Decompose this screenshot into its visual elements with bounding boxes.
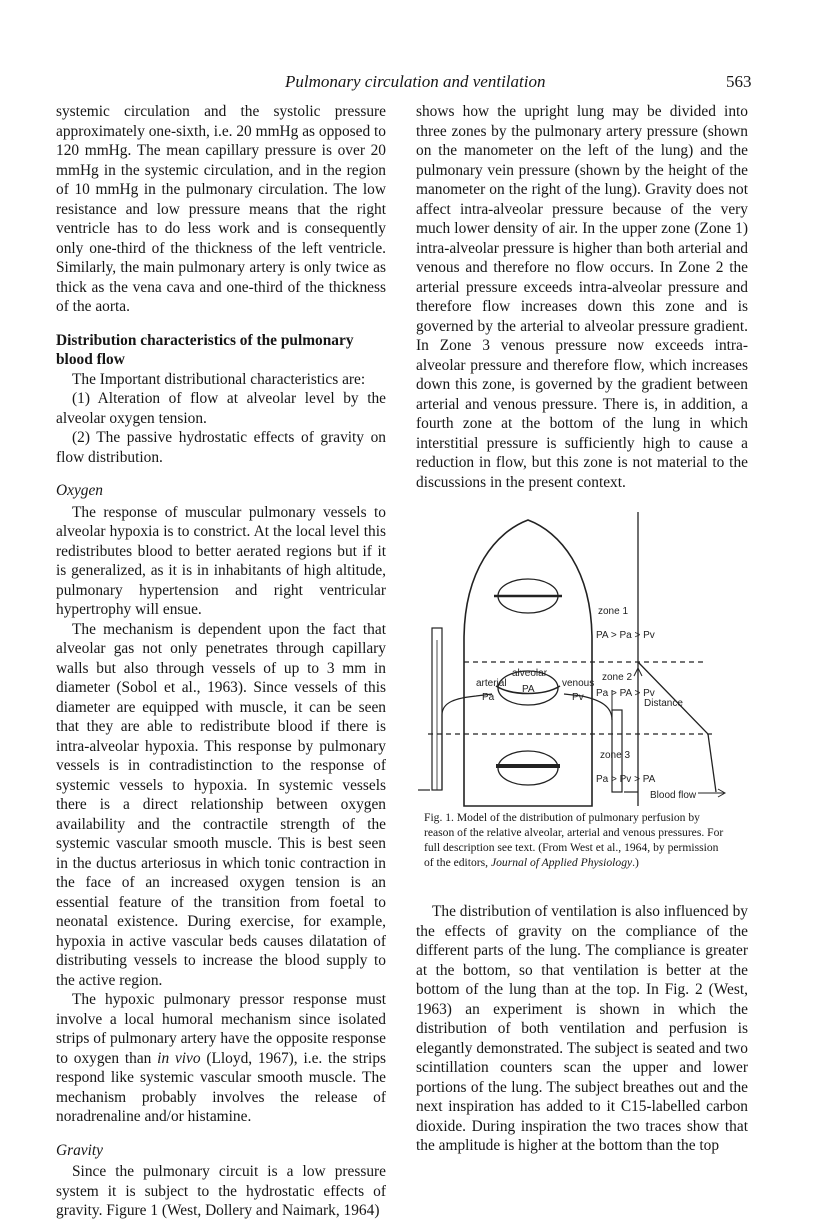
distance-label: Distance (644, 698, 683, 709)
paragraph-oxygen-1: The response of muscular pulmonary vessels to alveolar hypoxia is to constrict. At the local level this redistributes blood to better aerated regions but if it is generalized, as it is in inhabitants of high altitude, pulmonary hypertension and right ventricular hypertrophy will ensue. (56, 503, 386, 618)
subheading-gravity: Gravity (56, 1141, 104, 1159)
zone-2-relation: Pa > PA > Pv (596, 688, 655, 699)
lung-outline (464, 520, 595, 806)
blood-flow-label: Blood flow (650, 790, 697, 801)
running-header (0, 72, 816, 94)
list-item-1: (1) Alteration of flow at alveolar level by the alveolar oxygen tension. (56, 390, 386, 427)
section-heading-distribution: Distribution characteristics of the pulmonary blood flow (56, 331, 354, 368)
blood-flow-arrow (698, 789, 725, 797)
figure-1-caption: Fig. 1. Model of the distribution of pulmonary perfusion by reason of the relative alveolar, arterial and venous pressures. For full description see text. (From West et al., 1964, by permission of the editors, Journal of Applied Physiology.) (424, 811, 724, 869)
pv-venous-label: Pv (572, 692, 584, 703)
left-column (56, 102, 386, 1221)
figure-1-lung-zones (416, 510, 748, 808)
pa-alveolar-label: PA (522, 684, 535, 695)
pa-arterial-label: Pa (482, 692, 495, 703)
paragraph-systemic: systemic circulation and the systolic pressure approximately one-sixth, i.e. 20 mmHg as opposed to 120 mmHg. The mean capillary pressure is over 20 mmHg in the systemic circulation, and in the region of 10 mmHg in the pulmonary circulation. The low resistance and low pressure means that the right ventricle has to do less work and is consequently only one-third of the thickness of the left ventricle. Similarly, the main pulmonary artery is only twice as thick as the vena cava and one-third of the thickness of the aorta. (56, 103, 386, 315)
zone-1-label: zone 1 (598, 606, 629, 617)
lung-zone-diagram (416, 510, 748, 808)
paragraph-gravity: Since the pulmonary circuit is a low pressure system it is subject to the hydrostatic effects of gravity. Figure 1 (West, Dollery and Naimark, 1964) (56, 1163, 386, 1219)
distance-arrow (634, 668, 642, 682)
alveolar-label: alveolar (512, 668, 548, 679)
paragraph-zones: shows how the upright lung may be divided into three zones by the pulmonary artery pressure (shown on the manometer on the left of the lung) and the pulmonary vein pressure (shown by the height of the manometer on the right of the lung). Gravity does not affect intra-alveolar pressure because of the very much lower density of air. In the upper zone (Zone 1) intra-alveolar pressure is higher than both arterial and venous and therefore no flow occurs. In Zone 2 the arterial pressure exceeds intra-alveolar pressure and therefore flow increases down this zone and is governed by the arterial to alveolar pressure gradient. In Zone 3 venous pressure now exceeds intra-alveolar pressure and therefore flow, which increases down this zone, is governed by the gradient between arterial and venous pressure. There is, in addition, a fourth zone at the bottom of the lung in which interstitial pressure is sufficiently high to cause a reduction in flow, but this zone is not material to the discussions in the present context. (416, 103, 748, 491)
blood-flow-curve (638, 662, 716, 792)
right-column (416, 102, 748, 1156)
paragraph-oxygen-2: The mechanism is dependent upon the fact that alveolar gas not only penetrates through capillary walls but also through vessels of up to 3 mm in diameter (Sobol et al., 1963). Since vessels of this diameter are equipped with muscle, it can be seen that they are able to redistribute blood if there is intra-alveolar hypoxia. This response by pulmonary vessels is in contradistinction to the response of systemic vessels to hypoxia. In systemic vessels there is a direct relationship between oxygen availability and the contractile strength of the systemic vascular smooth muscle. This is best seen in the ductus arteriosus in which tonic contraction in the face of an increased oxygen tension is an essential feature of the transition from foetal to neonatal existence. During exercise, for example, hypoxia in active vascular beds causes dilatation of distributing vessels to increase the blood supply to the active region. (56, 620, 386, 989)
list-item-2: (2) The passive hydrostatic effects of gravity on flow distribution. (56, 429, 386, 466)
zone-3-relation: Pa > Pv > PA (596, 774, 656, 785)
zone-3-label: zone 3 (600, 750, 631, 761)
paragraph-ventilation: The distribution of ventilation is also influenced by the effects of gravity on the compliance of the different parts of the lung. The compliance is greater at the bottom, so that ventilation is better at the bottom of the lung than at the top. In Fig. 2 (West, 1963) an experiment is shown in which the distribution of both ventilation and perfusion is elegantly demonstrated. The subject is seated and two scintillation counters scan the upper and lower portions of the lung. The subject breathes out and the next inspiration has added to it C15-labelled carbon dioxide. During inspiration the two traces show that the amplitude is higher at the bottom than the top (416, 903, 748, 1154)
zone-1-relation: PA > Pa > Pv (596, 630, 655, 641)
venous-label: venous (562, 678, 595, 689)
paragraph-oxygen-3: The hypoxic pulmonary pressor response must involve a local humoral mechanism since isolated strips of pulmonary artery have the opposite response to oxygen than in vivo (Lloyd, 1967), i.e. the strips respond like systemic vascular smooth muscle. The mechanism probably involves the release of noradrenaline and/or histamine. (56, 991, 387, 1125)
page-number: 563 (726, 72, 752, 91)
paragraph-important: The Important distributional characteristics are: (72, 370, 366, 388)
zone-2-label: zone 2 (602, 672, 633, 683)
arterial-label: arterial (476, 678, 507, 689)
running-title: Pulmonary circulation and ventilation (285, 72, 546, 91)
subheading-oxygen: Oxygen (56, 482, 103, 499)
